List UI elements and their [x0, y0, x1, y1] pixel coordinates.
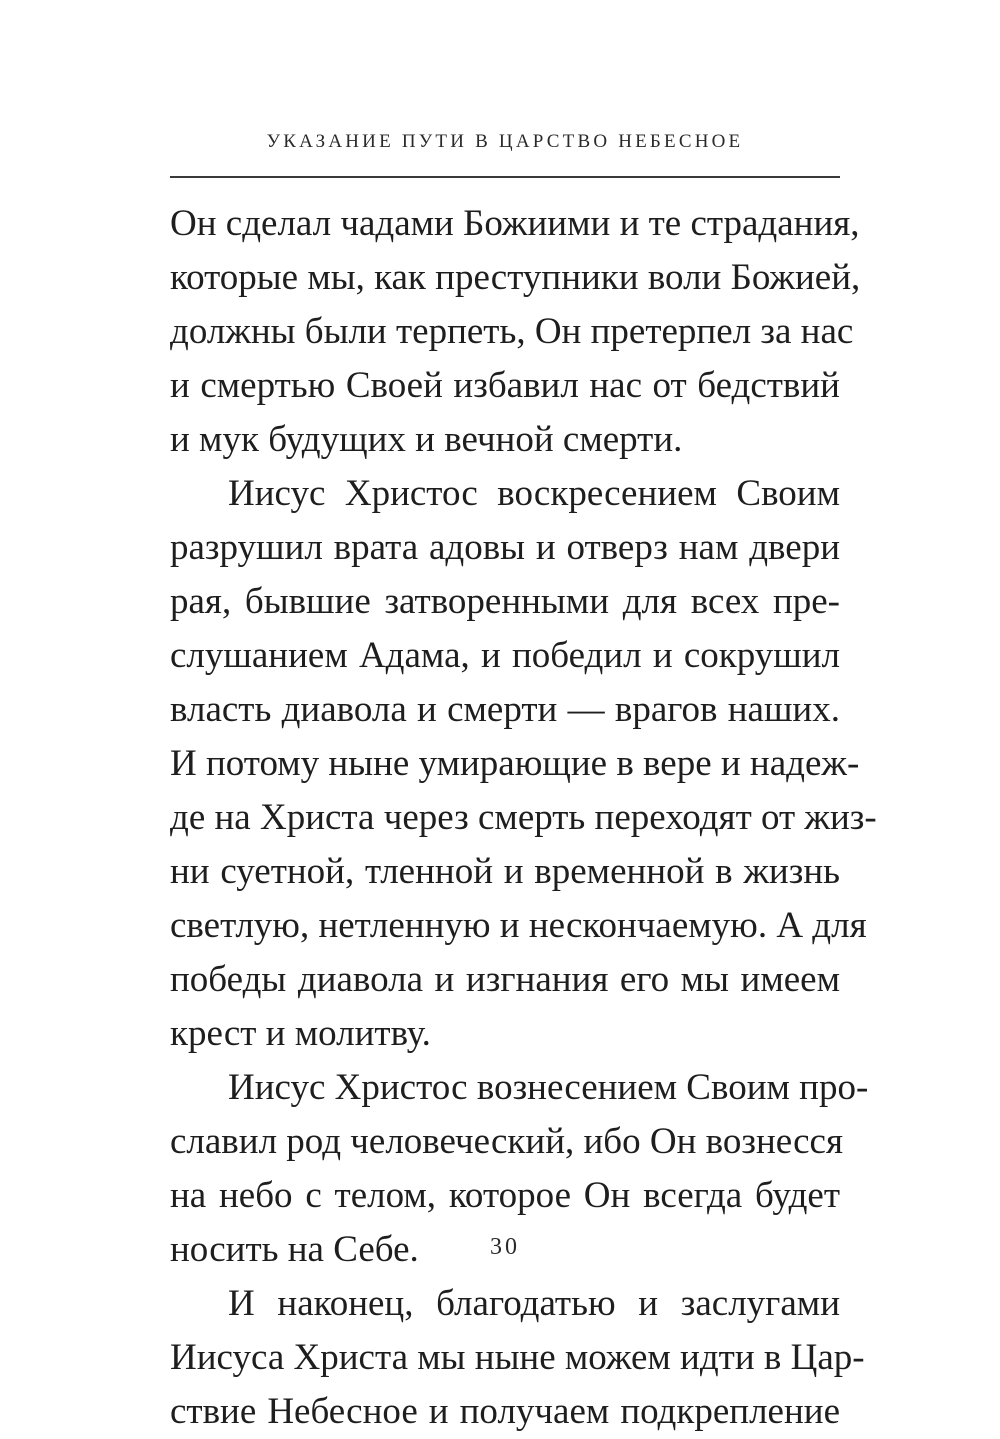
text-line: которые мы, как преступники воли Божией,	[170, 257, 861, 298]
text-line: и смертью Своей избавил нас от бедствий	[170, 365, 840, 406]
text-line: славил род человеческий, ибо Он вознесся	[170, 1121, 843, 1162]
text-line: слушанием Адама, и победил и сокрушил	[170, 635, 840, 676]
text-line: Иисус Христос воскресением Своим	[228, 473, 840, 514]
running-head: УКАЗАНИЕ ПУТИ В ЦАРСТВО НЕБЕСНОЕ	[266, 131, 744, 152]
text-line: носить на Себе.	[170, 1229, 419, 1270]
header-rule	[170, 176, 840, 178]
text-line: и мук будущих и вечной смерти.	[170, 419, 683, 460]
text-line: Иисус Христос вознесением Своим про-	[228, 1067, 869, 1108]
text-line: разрушил врата адовы и отверз нам двери	[170, 527, 840, 568]
text-line: крест и молитву.	[170, 1013, 431, 1054]
text-line: на небо с телом, которое Он всегда будет	[170, 1175, 840, 1216]
text-line: Иисуса Христа мы ныне можем идти в Цар-	[170, 1337, 865, 1378]
text-line: должны были терпеть, Он претерпел за нас	[170, 311, 854, 352]
text-line: светлую, нетленную и нескончаемую. А для	[170, 905, 867, 946]
text-line: победы диавола и изгнания его мы имеем	[170, 959, 840, 1000]
text-line: ни суетной, тленной и временной в жизнь	[170, 851, 840, 892]
text-line: рая, бывшие затворенными для всех пре-	[170, 581, 840, 622]
text-line: Он сделал чадами Божиими и те страдания,	[170, 203, 860, 244]
text-line: власть диавола и смерти — врагов наших.	[170, 689, 840, 730]
text-line: ствие Небесное и получаем подкрепление	[170, 1391, 840, 1432]
text-line: де на Христа через смерть переходят от жиз-	[170, 797, 877, 838]
text-line: И потому ныне умирающие в вере и надеж-	[170, 743, 860, 784]
page-number: 30	[490, 1234, 520, 1260]
text-line: И наконец, благодатью и заслугами	[228, 1283, 840, 1324]
